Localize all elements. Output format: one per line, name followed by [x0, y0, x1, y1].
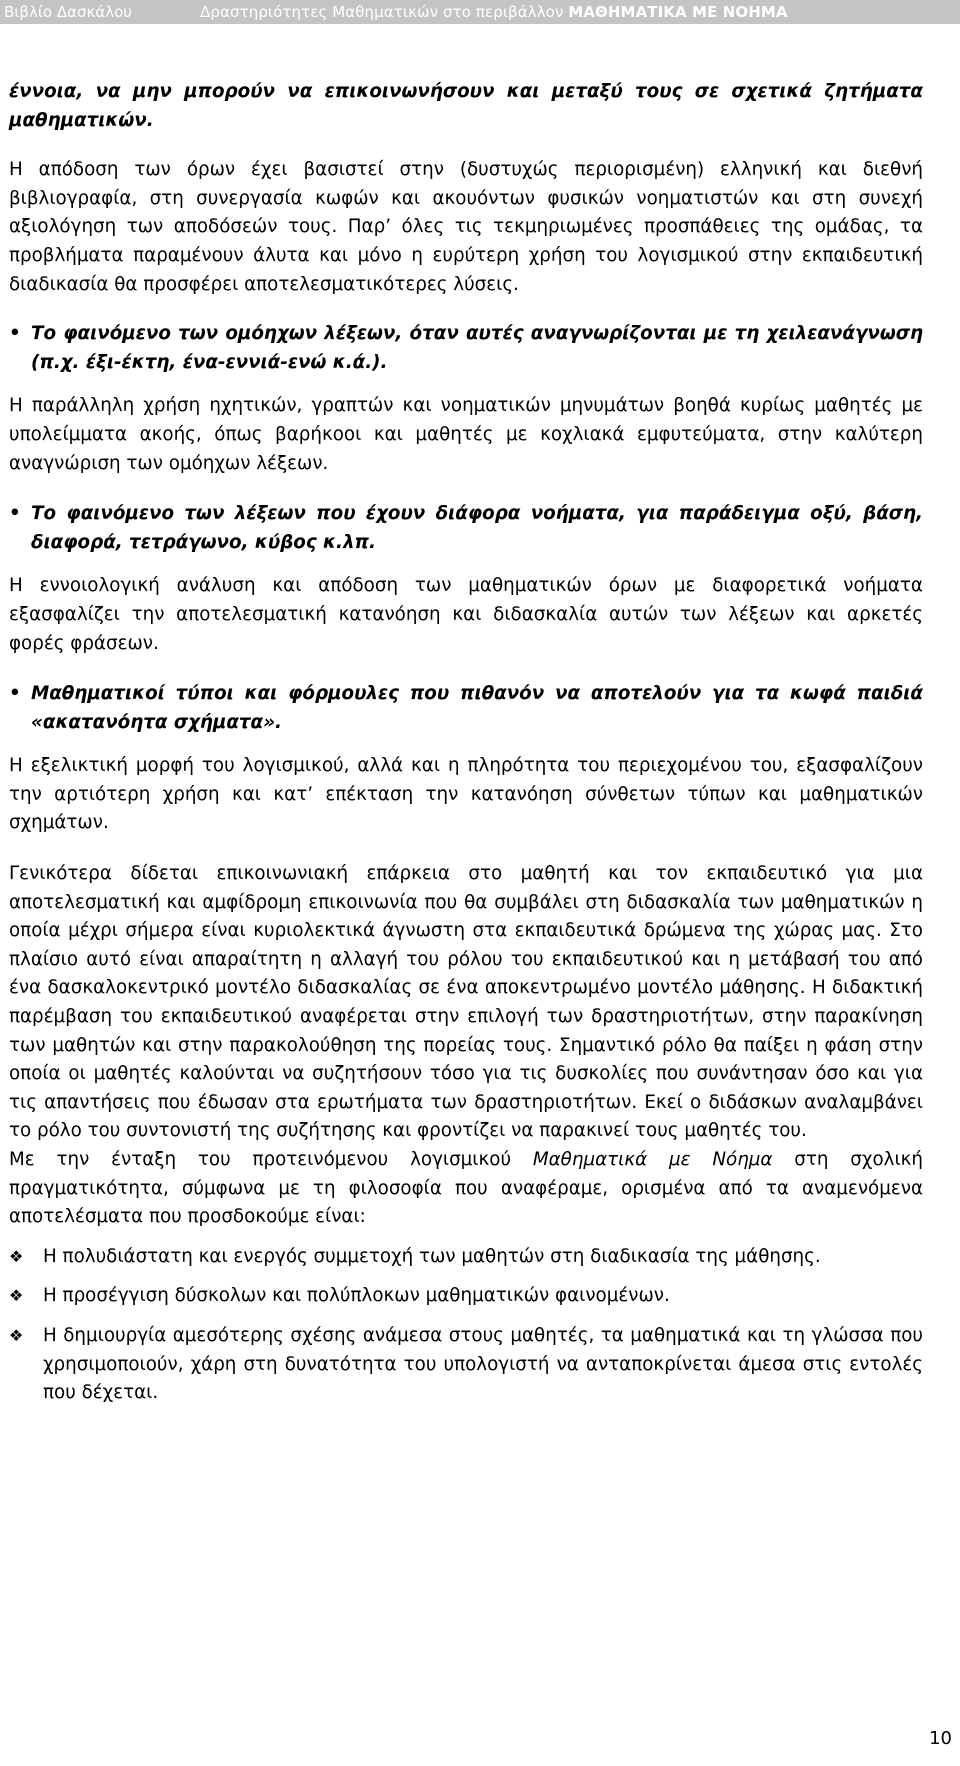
header-section-prefix: Δραστηριότητες Μαθηματικών στο περιβάλλον: [200, 3, 569, 21]
header-section-title: [200, 0, 788, 24]
diamond-bullet-icon: ❖: [9, 1246, 24, 1266]
bullet-text: Το φαινόμενο των λέξεων που έχουν διάφορα νοήματα, για παράδειγμα οξύ, βάση, διαφορά, τετράγωνο, κύβος κ.λπ.: [31, 503, 923, 553]
paragraph-formulas-solution: Η εξελικτική μορφή του λογισμικού, αλλά και η πληρότητα του περιεχομένου του, εξασφαλίζουν την αρτιότερη χρήση και κατ’ επέκταση την κατανόηση σύνθετων τύπων και μαθηματικών σχημάτων.: [9, 755, 923, 834]
bullet-text: Το φαινόμενο των ομόηχων λέξεων, όταν αυτές αναγνωρίζονται με τη χειλεανάγνωση (π.χ. έξι-έκτη, ένα-εννιά-ενώ κ.ά.).: [31, 323, 923, 373]
bullet-icon: •: [9, 503, 21, 525]
result-text: Η προσέγγιση δύσκολων και πολύπλοκων μαθηματικών φαινομένων.: [43, 1285, 670, 1307]
page-number: 10: [929, 1728, 952, 1749]
paragraph-expected-results: [9, 1146, 923, 1232]
software-title: Μαθηματικά με Νόημα: [532, 1149, 773, 1170]
paragraph-polysemy-solution: Η εννοιολογική ανάλυση και απόδοση των μαθηματικών όρων με διαφορετικά νοήματα εξασφαλίζει την αποτελεσματική κατανόηση και διδασκαλία αυτών των λέξεων και αρκετές φορές φράσεων.: [9, 575, 923, 654]
diamond-bullet-icon: ❖: [9, 1325, 24, 1345]
running-header: [0, 0, 960, 24]
bullet-icon: •: [9, 683, 21, 705]
result-text: Η πολυδιάστατη και ενεργός συμμετοχή των μαθητών στη διαδικασία της μάθησης.: [43, 1245, 821, 1267]
bullet-text: Μαθηματικοί τύποι και φόρμουλες που πιθανόν να αποτελούν για τα κωφά παιδιά «ακατανόητα σχήματα».: [31, 683, 923, 733]
header-book-title: Βιβλίο Δασκάλου: [4, 3, 132, 21]
page-body: [9, 78, 923, 1408]
result-item: [9, 1243, 923, 1272]
paragraph-term-rendering: Η απόδοση των όρων έχει βασιστεί στην (δυστυχώς περιορισμένη) ελληνική και διεθνή βιβλιογραφία, στη συνεργασία κωφών και ακουόντων φυσικών νοηματιστών και στη συνεχή αξιολόγηση των αποδόσεών τους. Παρ’ όλες τις τεκμηριωμένες προσπάθειες της ομάδας, τα προβλήματα παραμένουν άλυτα και μόνο η ευρύτερη χρήση του λογισμικού στην εκπαιδευτική διαδικασία θα προσφέρει αποτελεσματικότερες λύσεις.: [9, 159, 923, 295]
result-item: [9, 1322, 923, 1408]
text-segment: Με την ένταξη του προτεινόμενου λογισμικού: [9, 1149, 533, 1170]
paragraph-homophones-solution: Η παράλληλη χρήση ηχητικών, γραπτών και νοηματικών μηνυμάτων βοηθά κυρίως μαθητές με υπολείμματα ακοής, όπως βαρήκοοι και μαθητές με κοχλιακά εμφυτεύματα, στην καλύτερη αναγνώριση των ομόηχων λέξεων.: [9, 395, 923, 474]
header-section-bold: ΜΑΘΗΜΑΤΙΚΑ ΜΕ ΝΟΗΜΑ: [568, 3, 788, 21]
bullet-polysemy: [9, 500, 923, 557]
paragraph-continued: έννοια, να μην μπορούν να επικοινωνήσουν και μεταξύ τους σε σχετικά ζητήματα μαθηματικών.: [9, 81, 923, 131]
bullet-homophones: [9, 320, 923, 377]
paragraph-general: Γενικότερα δίδεται επικοινωνιακή επάρκεια στο μαθητή και τον εκπαιδευτικό για μια αποτελεσματική και αμφίδρομη επικοινωνία που θα συμβάλει στη διδασκαλία των μαθηματικών η οποία μέχρι σήμερα είναι κυριολεκτικά άγνωστη στα εκπαιδευτικά δρώμενα της χώρας μας. Στο πλαίσιο αυτό είναι απαραίτητη η αλλαγή του ρόλου του εκπαιδευτικού και η μετάβασή του από ένα δασκαλοκεντρικό μοντέλο διδασκαλίας σε ένα αποκεντρωμένο μοντέλο μάθησης. Η διδακτική παρέμβαση του εκπαιδευτικού αναφέρεται στην επιλογή των δραστηριοτήτων, στην παρακίνηση των μαθητών και στην παρακολούθηση της πορείας τους. Σημαντικό ρόλο θα παίξει η φάση στην οποία οι μαθητές καλούνται να συζητήσουν τόσο για τις δυσκολίες που συνάντησαν όσο και για τις απαντήσεις που έδωσαν στα ερωτήματα των δραστηριοτήτων. Εκεί ο διδάσκων αναλαμβάνει το ρόλο του συντονιστή της συζήτησης και φροντίζει να παρακινεί τους μαθητές του.: [9, 863, 923, 1142]
bullet-formulas: [9, 680, 923, 737]
result-text: Η δημιουργία αμεσότερης σχέσης ανάμεσα στους μαθητές, τα μαθηματικά και τη γλώσσα που χρησιμοποιούν, χάρη στη δυνατότητα του υπολογιστή να ανταποκρίνεται άμεσα στις εντολές που δέχεται.: [43, 1324, 923, 1404]
bullet-icon: •: [9, 323, 21, 345]
diamond-bullet-icon: ❖: [9, 1286, 24, 1306]
result-item: [9, 1282, 923, 1311]
text-segment: στη σχολική πραγματικότητα, σύμφωνα με τη φιλοσοφία που αναφέραμε, ορισμένα από τα αναμενόμενα αποτελέσματα που προσδοκούμε είναι:: [9, 1149, 924, 1228]
